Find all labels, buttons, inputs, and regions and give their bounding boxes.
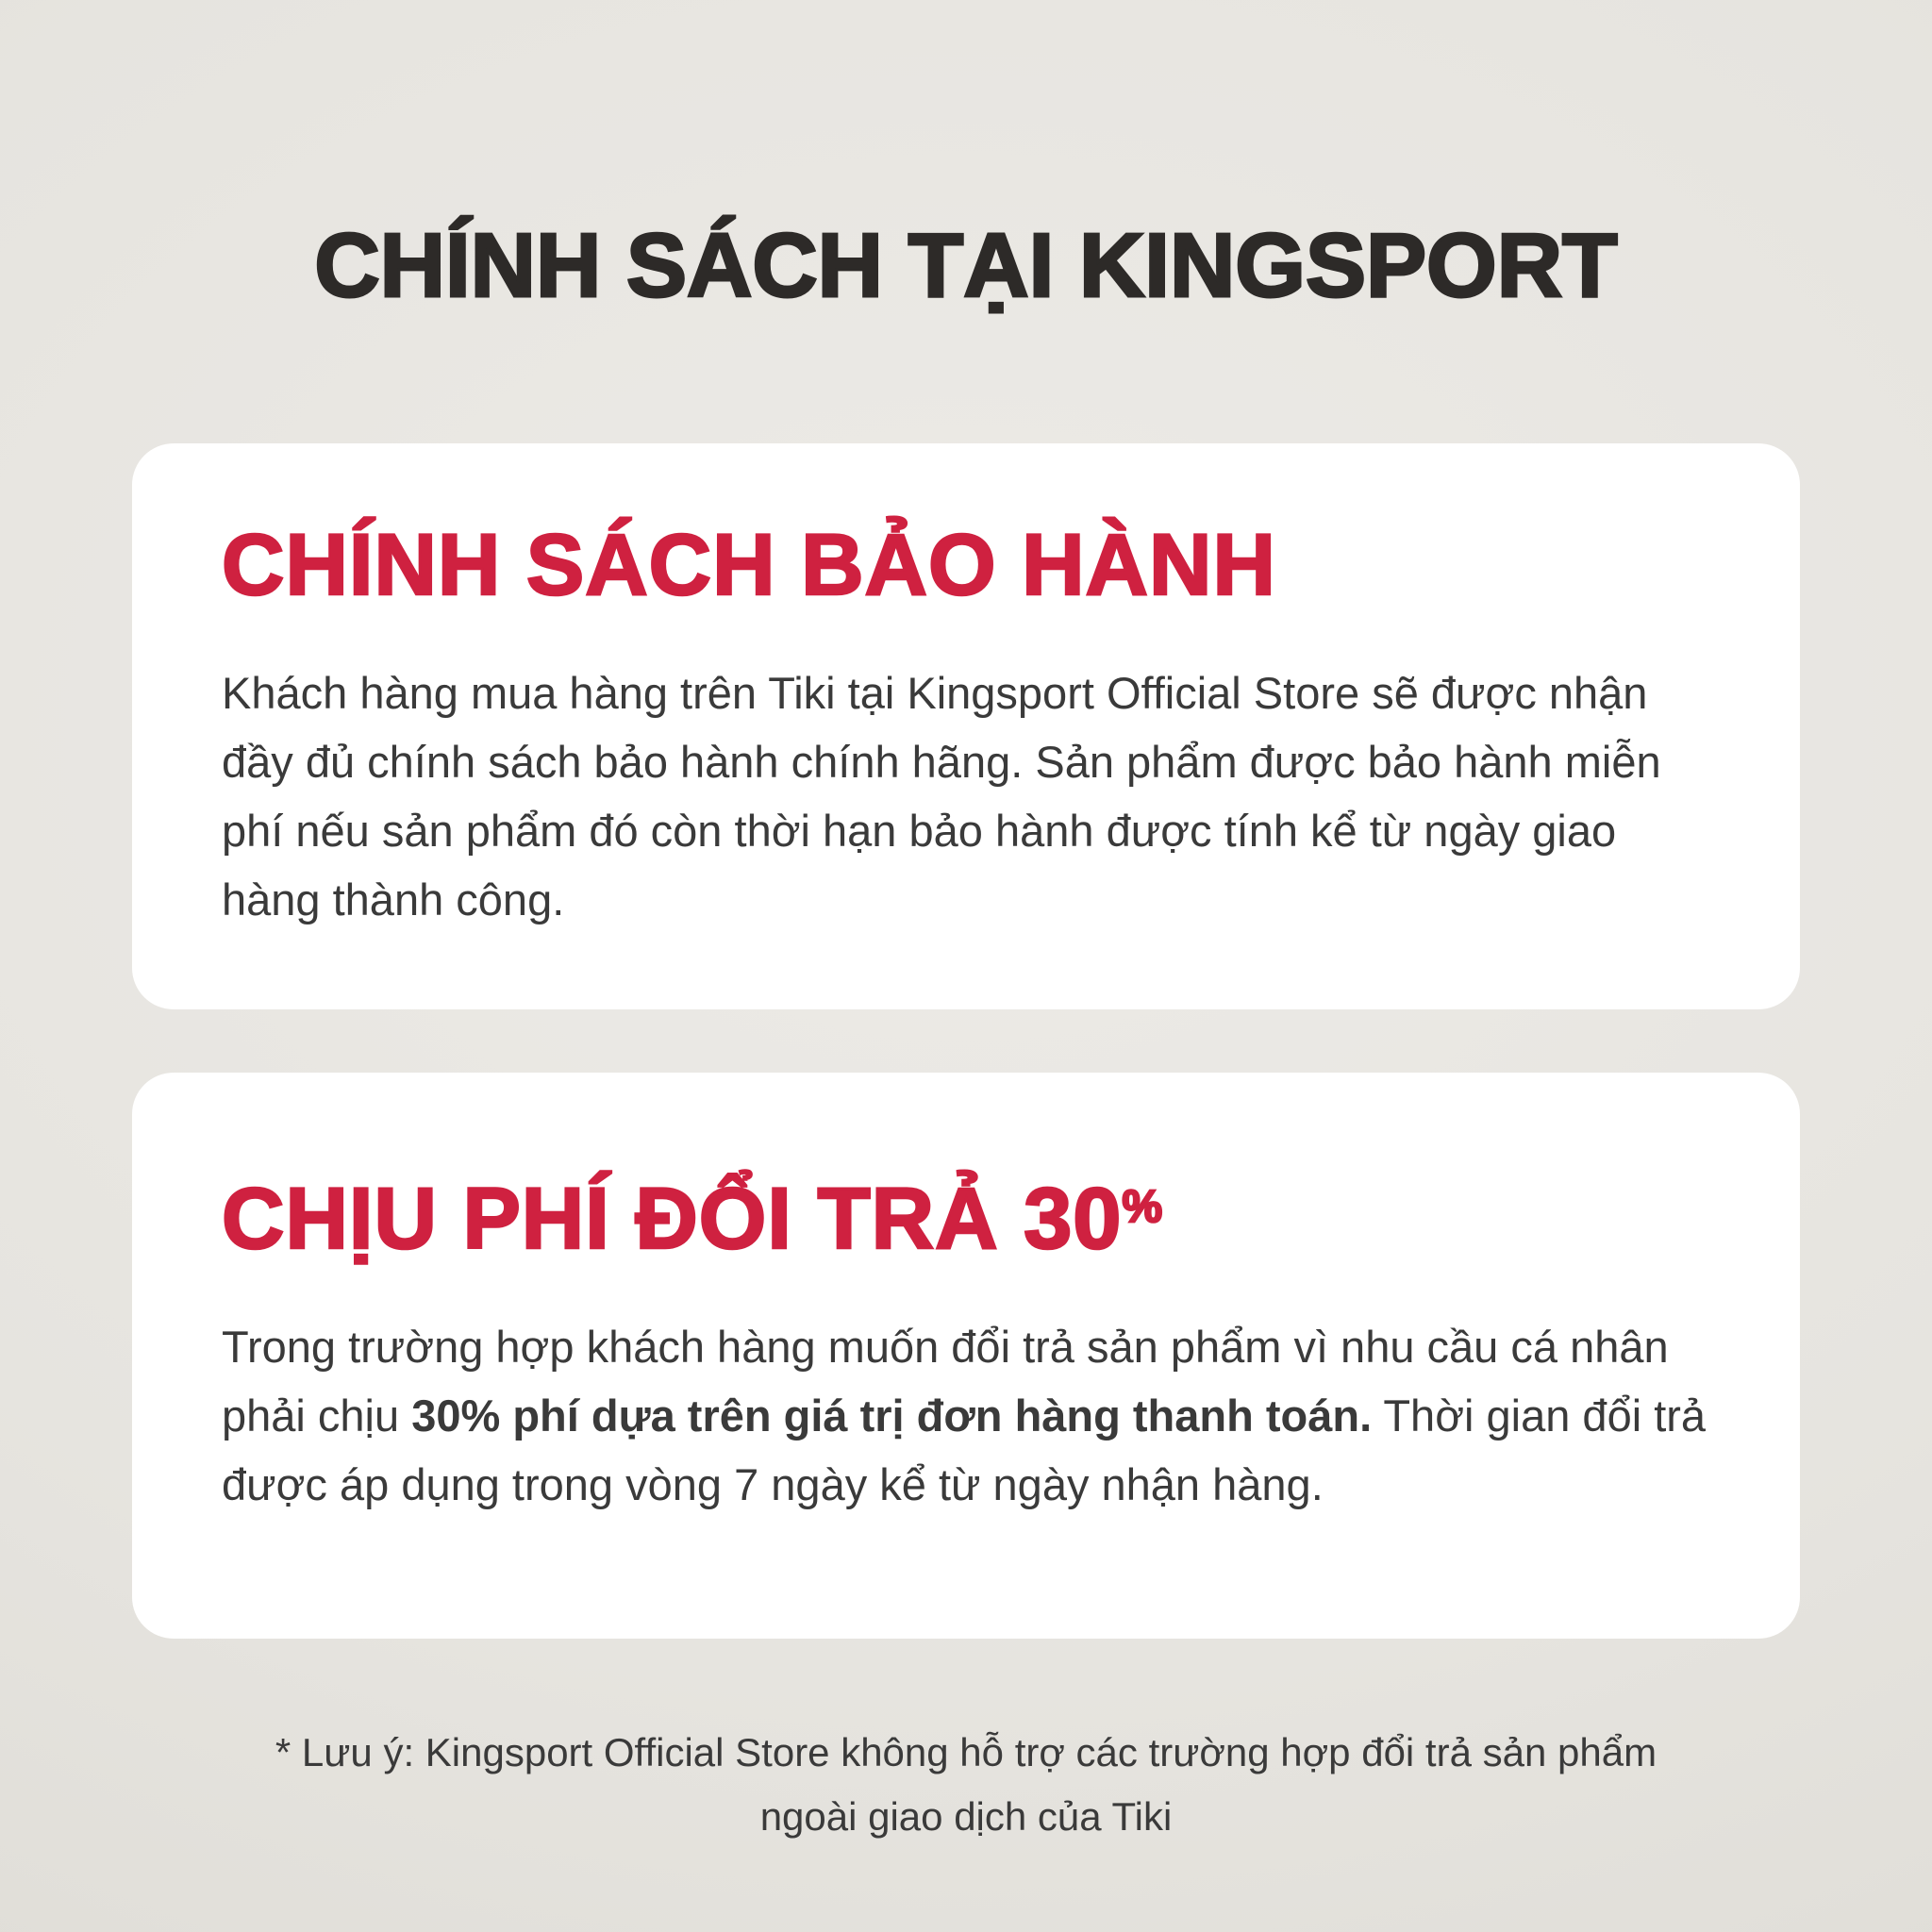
- return-fee-body-bold: 30% phí dựa trên giá trị đơn hàng thanh toán.: [411, 1391, 1373, 1441]
- page-title: CHÍNH SÁCH TẠI KINGSPORT: [314, 215, 1618, 316]
- return-fee-body: [222, 1312, 1710, 1519]
- footnote-line-2: ngoài giao dịch của Tiki: [759, 1794, 1173, 1839]
- return-fee-heading-text: CHỊU PHÍ ĐỔI TRẢ 30: [222, 1171, 1123, 1267]
- warranty-policy-card: [132, 443, 1800, 1009]
- warranty-policy-heading: CHÍNH SÁCH BẢO HÀNH: [222, 517, 1276, 613]
- return-fee-card: [132, 1073, 1800, 1639]
- return-fee-heading: [222, 1073, 1710, 1267]
- return-fee-body-end: Thời gian đổi trả được áp dụng trong vòng 7 ngày kể từ ngày nhận hàng.: [222, 1391, 1707, 1509]
- footnote: [0, 1721, 1932, 1849]
- warranty-policy-body: Khách hàng mua hàng trên Tiki tại Kingsport Official Store sẽ được nhận đầy đủ chính sách bảo hành chính hãng. Sản phẩm được bảo hành miễn phí nếu sản phẩm đó còn thời hạn bảo hành được tính kể từ ngày giao hàng thành công.: [222, 668, 1661, 924]
- return-fee-heading-percent: %: [1122, 1182, 1162, 1232]
- footnote-line-1: * Lưu ý: Kingsport Official Store không hỗ trợ các trường hợp đổi trả sản phẩm: [275, 1730, 1657, 1774]
- return-fee-body-start: Trong trường hợp khách hàng muốn đổi trả sản phẩm vì nhu cầu cá nhân phải chịu: [222, 1322, 1669, 1441]
